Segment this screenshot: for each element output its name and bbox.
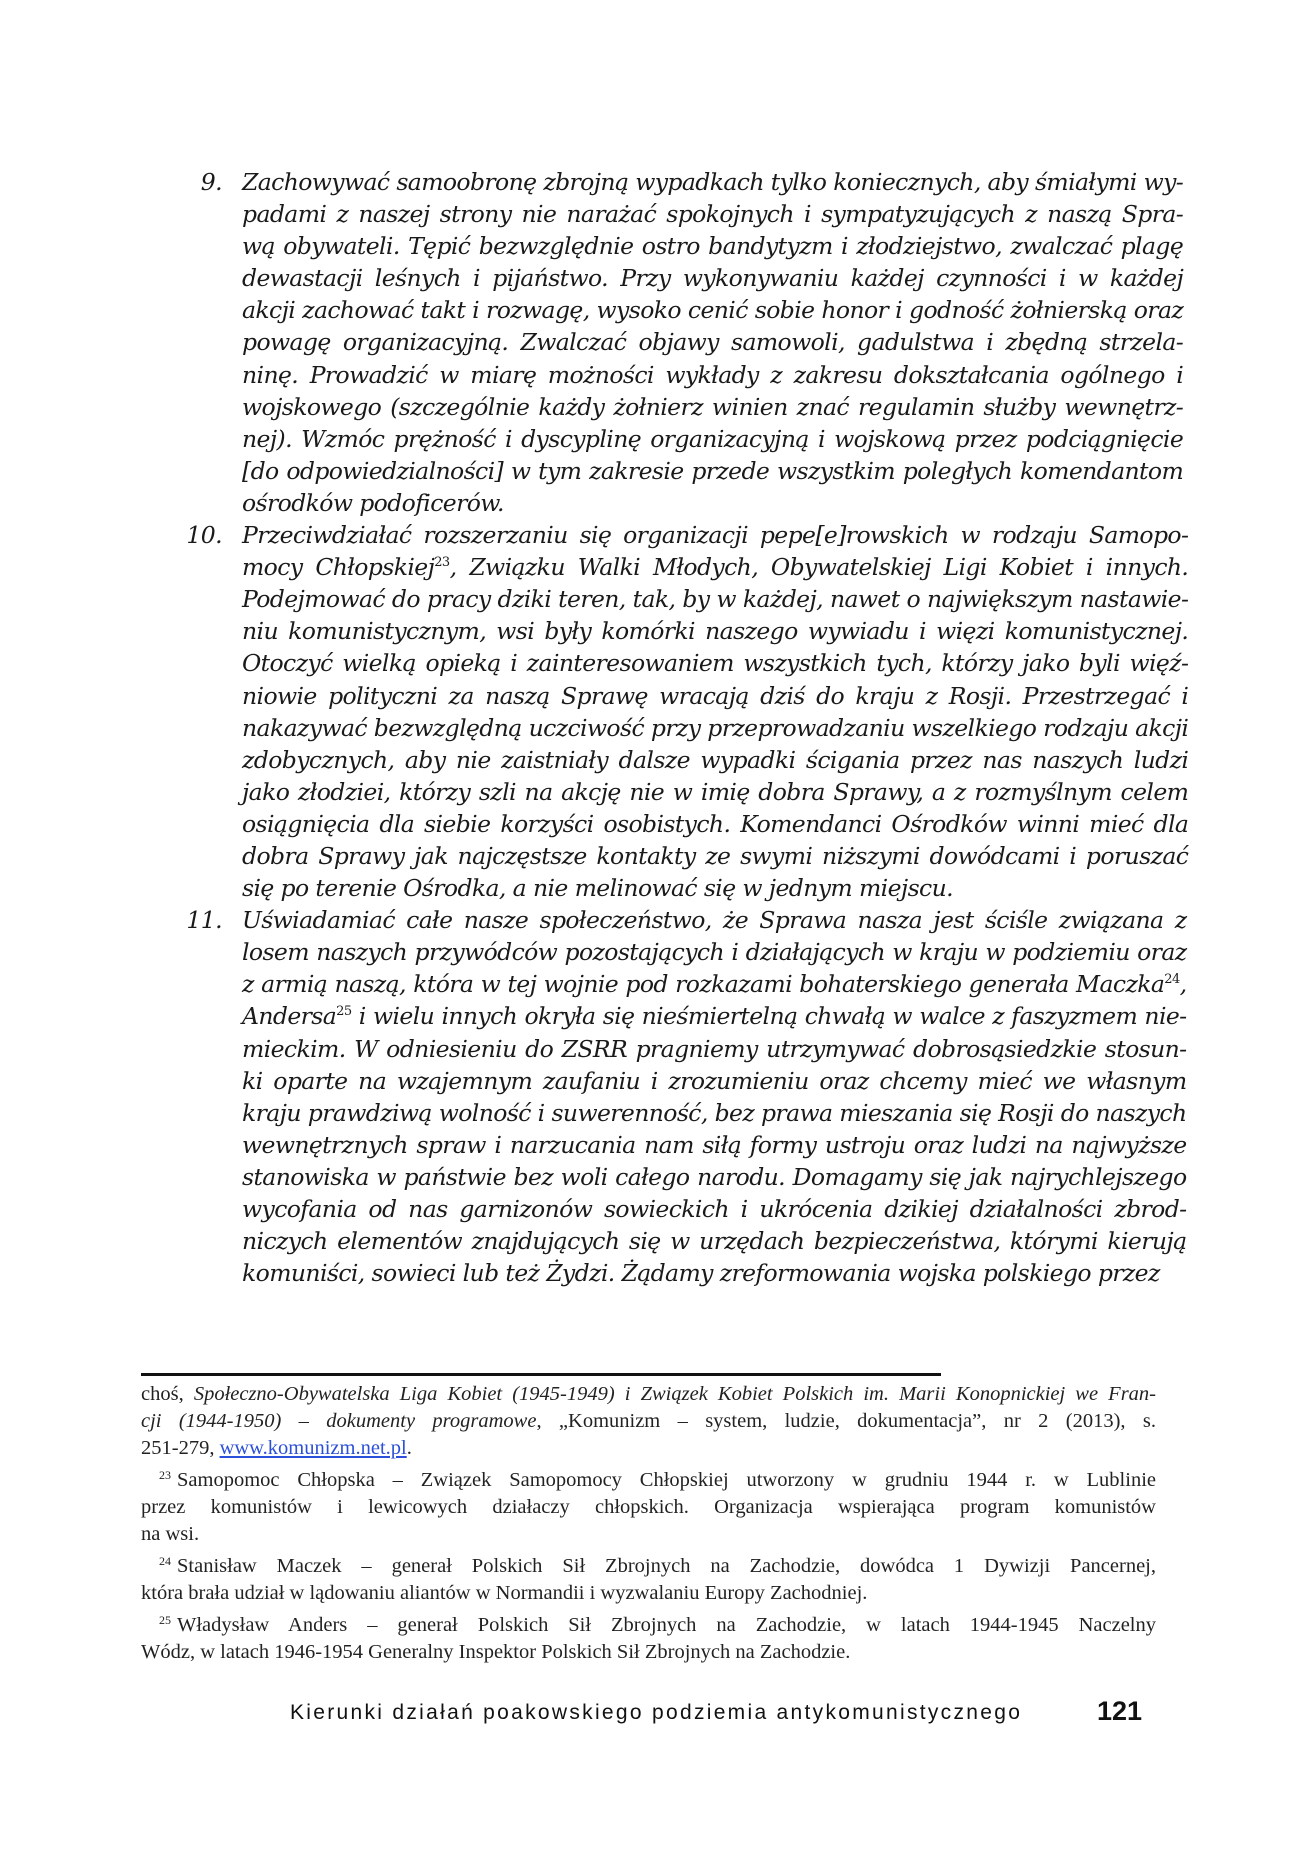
footnote-separator bbox=[141, 1373, 941, 1376]
text-line: kraju prawdziwą wolność i suwerenność, bez prawa mieszania się Rosji do naszych bbox=[242, 1098, 1187, 1127]
footnote-23 bbox=[141, 1467, 1156, 1548]
footnote-line: Wódz, w latach 1946-1954 Generalny Inspektor Polskich Sił Zbrojnych na Zachodzie. bbox=[141, 1641, 851, 1663]
footnote-line: $^{24}$ Stanisław Maczek – generał Polskich Sił Zbrojnych na Zachodzie, dowódca 1 Dywizji Pancernej, bbox=[159, 1554, 1156, 1577]
text-line: niowie polityczni za naszą Sprawę wracają dziś do kraju z Rosji. Przestrzegać i bbox=[242, 681, 1189, 710]
text-line: ninę. Prowadzić w miarę możności wykłady z zakresu dokształcania ogólnego i bbox=[242, 360, 1184, 389]
komunizm-link[interactable]: www.komunizm.net.pl bbox=[219, 1437, 407, 1459]
footnote-line: na wsi. bbox=[141, 1523, 200, 1545]
text-line: powagę organizacyjną. Zwalczać objawy samowoli, gadulstwa i zbędną strzela- bbox=[242, 328, 1184, 357]
numbered-list bbox=[178, 166, 1189, 1289]
text-line: wewnętrznych spraw i narzucania nam siłą formy ustroju oraz ludzi na najwyższe bbox=[242, 1130, 1187, 1159]
list-item bbox=[178, 904, 1187, 1289]
text-line: niczych elementów znajdujących się w urzędach bezpieczeństwa, którymi kierują bbox=[242, 1227, 1187, 1256]
text-line: komuniści, sowieci lub też Żydzi. Żądamy zreformowania wojska polskiego przez bbox=[242, 1259, 1160, 1288]
item-number: 11. bbox=[186, 906, 222, 935]
text-line: zdobycznych, aby nie zaistniały dalsze wypadki ścigania przez nas naszych ludzi bbox=[242, 745, 1189, 774]
text-line: Uświadamiać całe nasze społeczeństwo, że Sprawa nasza jest ściśle związana z bbox=[242, 906, 1187, 935]
text-line: Andersa$^{25}$ i wielu innych okryła się nieśmiertelną chwałą w walce z faszyzmem nie- bbox=[242, 1002, 1187, 1031]
footnote-marker: 23 bbox=[159, 1468, 171, 1482]
text-line: mocy Chłopskiej$^{23}$, Związku Walki Młodych, Obywatelskiej Ligi Kobiet i innych. bbox=[242, 553, 1189, 582]
running-title: Kierunki działań poakowskiego podziemia antykomunistycznego bbox=[290, 1701, 1023, 1724]
page-number: 121 bbox=[1097, 1696, 1143, 1726]
footnote-25 bbox=[141, 1612, 1156, 1666]
text-line: padami z naszej strony nie narażać spokojnych i sympatyzujących z naszą Spra- bbox=[242, 200, 1184, 229]
item-number: 10. bbox=[186, 521, 222, 550]
footnote-reference[interactable]: 24 bbox=[1164, 972, 1180, 988]
list-item bbox=[178, 166, 1184, 519]
footnote-24 bbox=[141, 1553, 1156, 1607]
text-line: akcji zachować takt i rozwagę, wysoko cenić sobie honor i godność żołnierską oraz bbox=[242, 296, 1184, 325]
text-line: [do odpowiedzialności] w tym zakresie przede wszystkim poległych komendantom bbox=[242, 456, 1184, 485]
text-line: wycofania od nas garnizonów sowieckich i ukrócenia dzikiej działalności zbrod- bbox=[242, 1195, 1187, 1223]
text-line: się po terenie Ośrodka, a nie melinować się w jednym miejscu. bbox=[242, 874, 954, 903]
text-line: nakazywać bezwzględną uczciwość przy przeprowadzaniu wszelkiego rodzaju akcji bbox=[242, 713, 1189, 742]
text-line: ośrodków podoficerów. bbox=[242, 488, 504, 517]
item-text bbox=[242, 904, 1187, 1289]
footnote-continuation bbox=[141, 1381, 1156, 1462]
text-line: stanowiska w państwie bez woli całego narodu. Domagamy się jak najrychlejszego bbox=[242, 1162, 1187, 1191]
item-text bbox=[242, 166, 1183, 519]
text-line: dobra Sprawy jak najczęstsze kontakty ze swymi niższymi dowódcami i poruszać bbox=[242, 841, 1189, 870]
text-line: Przeciwdziałać rozszerzaniu się organizacji pepe[e]rowskich w rodzaju Samopo- bbox=[242, 521, 1189, 550]
footnote-line: przez komunistów i lewicowych działaczy chłopskich. Organizacja wspierająca program komunistów bbox=[141, 1496, 1156, 1518]
item-number: 9. bbox=[200, 168, 222, 196]
footnote-line: która brała udział w lądowaniu aliantów w Normandii i wyzwalaniu Europy Zachodniej. bbox=[141, 1582, 868, 1604]
text-line: wojskowego (szczególnie każdy żołnierz winien znać regulamin służby wewnętrz- bbox=[242, 392, 1184, 421]
text-line: jako złodziei, którzy szli na akcję nie w imię dobra Sprawy, a z rozmyślnym celem bbox=[242, 777, 1189, 806]
footnote-line: 251-279, www.komunizm.net.pl. bbox=[141, 1437, 412, 1459]
text-line: Otoczyć wielką opieką i zainteresowaniem wszystkich tych, którzy jako byli więź- bbox=[242, 649, 1189, 678]
footnote-reference[interactable]: 25 bbox=[336, 1004, 352, 1020]
item-text bbox=[242, 519, 1188, 904]
text-line: ki oparte na wzajemnym zaufaniu i zrozumieniu oraz chcemy mieć we własnym bbox=[242, 1066, 1187, 1095]
text-line: wą obywateli. Tępić bezwzględnie ostro bandytyzm i złodziejstwo, zwalczać plagę bbox=[242, 232, 1184, 261]
footnote-line: choś, Społeczno-Obywatelska Liga Kobiet (1945-1949) i Związek Kobiet Polskich im. Marii Konopnickiej we Fran- bbox=[141, 1383, 1157, 1405]
text-line: nej). Wzmóc prężność i dyscyplinę organizacyjną i wojskową przez podciągnięcie bbox=[242, 424, 1184, 453]
footnote-line: $^{23}$ Samopomoc Chłopska – Związek Samopomocy Chłopskiej utworzony w grudniu 1944 r. w Lublinie bbox=[159, 1468, 1156, 1491]
text-line: mieckim. W odniesieniu do ZSRR pragniemy utrzymywać dobrosąsiedzkie stosun- bbox=[242, 1034, 1187, 1063]
footnotes-section bbox=[141, 1381, 1156, 1671]
list-item bbox=[178, 519, 1189, 904]
footnote-line: cji (1944-1950) – dokumenty programowe, „Komunizm – system, ludzie, dokumentacja”, nr 2 (2013), s. bbox=[141, 1410, 1156, 1432]
text-line: Podejmować do pracy dziki teren, tak, by w każdej, nawet o największym nastawie- bbox=[242, 585, 1189, 614]
footnote-reference[interactable]: 23 bbox=[434, 555, 450, 571]
footnote-line: $^{25}$ Władysław Anders – generał Polskich Sił Zbrojnych na Zachodzie, w latach 1944-1945 Naczelny bbox=[159, 1613, 1156, 1636]
text-line: z armią naszą, która w tej wojnie pod rozkazami bohaterskiego generała Maczka$^{24}$, bbox=[242, 970, 1187, 999]
text-line: losem naszych przywódców pozostających i działających w kraju w podziemiu oraz bbox=[242, 938, 1187, 967]
text-line: niu komunistycznym, wsi były komórki naszego wywiadu i więzi komunistycznej. bbox=[242, 617, 1189, 646]
text-line: dewastacji leśnych i pijaństwo. Przy wykonywaniu każdej czynności i w każdej bbox=[242, 264, 1184, 293]
text-line: Zachowywać samoobronę zbrojną wypadkach tylko koniecznych, aby śmiałymi wy- bbox=[242, 168, 1184, 196]
footnote-marker: 25 bbox=[159, 1613, 171, 1627]
footnote-marker: 24 bbox=[159, 1554, 171, 1568]
text-line: osiągnięcia dla siebie korzyści osobistych. Komendanci Ośrodków winni mieć dla bbox=[242, 809, 1189, 838]
